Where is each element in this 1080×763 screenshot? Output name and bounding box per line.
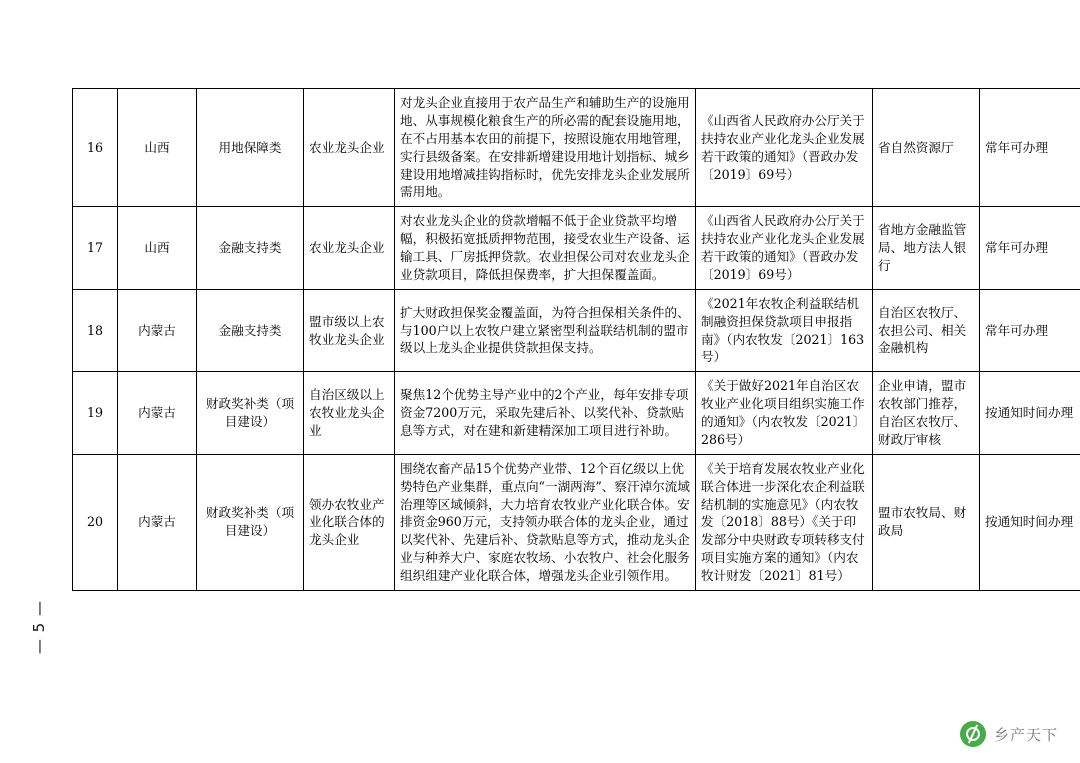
cell-content: 对龙头企业直接用于农产品生产和辅助生产的设施用地、从事规模化粮食生产的所必需的配套设施用地，在不占用基本农田的前提下，按照设施农用地管理，实行县级备案。在安排新增建设用地计划指标、城乡建设用地增减挂钩指标时，优先安排龙头企业发展所需用地。	[395, 89, 696, 207]
cell-num: 18	[73, 289, 118, 372]
cell-province: 内蒙古	[118, 289, 197, 372]
cell-policy: 《关于培育发展农牧业产业化联合体进一步深化农企利益联结机制的实施意见》（内农牧发〔2018〕88号）《关于印发部分中央财政专项转移支付项目实施方案的通知》（内农牧计财发〔2021〕81号）	[696, 454, 873, 590]
cell-content: 聚焦12个优势主导产业中的2个产业，每年安排专项资金7200万元，采取先建后补、以奖代补、贷款贴息等方式，对在建和新建精深加工项目进行补助。	[395, 372, 696, 455]
table-row	[73, 289, 1080, 372]
table-row	[73, 89, 1080, 207]
cell-time: 常年可办理	[980, 207, 1080, 290]
cell-province: 山西	[118, 89, 197, 207]
cell-object: 领办农牧业产业化联合体的龙头企业	[304, 454, 395, 590]
cell-time: 常年可办理	[980, 89, 1080, 207]
cell-dept: 盟市农牧局、财政局	[873, 454, 980, 590]
cell-object: 农业龙头企业	[304, 207, 395, 290]
cell-dept: 企业申请，盟市农牧部门推荐，自治区农牧厅、财政厅审核	[873, 372, 980, 455]
table-row	[73, 207, 1080, 290]
cell-num: 16	[73, 89, 118, 207]
cell-time: 按通知时间办理	[980, 454, 1080, 590]
cell-policy: 《2021年农牧企利益联结机制融资担保贷款项目申报指南》（内农牧发〔2021〕163号）	[696, 289, 873, 372]
cell-dept: 省地方金融监管局、地方法人银行	[873, 207, 980, 290]
cell-num: 19	[73, 372, 118, 455]
cell-policy: 《山西省人民政府办公厅关于扶持农业产业化龙头企业发展若干政策的通知》（晋政办发〔2019〕69号）	[696, 89, 873, 207]
cell-num: 17	[73, 207, 118, 290]
watermark	[960, 721, 1058, 747]
cell-province: 内蒙古	[118, 454, 197, 590]
cell-content: 扩大财政担保奖金覆盖面，为符合担保相关条件的、与100户以上农牧户建立紧密型利益联结机制的盟市级以上龙头企业提供贷款担保支持。	[395, 289, 696, 372]
cell-type: 用地保障类	[197, 89, 304, 207]
cell-policy: 《山西省人民政府办公厅关于扶持农业产业化龙头企业发展若干政策的通知》（晋政办发〔2019〕69号）	[696, 207, 873, 290]
cell-policy: 《关于做好2021年自治区农牧业产业化项目组织实施工作的通知》（内农牧发〔2021〕286号）	[696, 372, 873, 455]
cell-province: 内蒙古	[118, 372, 197, 455]
cell-dept: 自治区农牧厅、农担公司、相关金融机构	[873, 289, 980, 372]
cell-type: 财政奖补类（项目建设）	[197, 372, 304, 455]
cell-province: 山西	[118, 207, 197, 290]
table-row	[73, 372, 1080, 455]
cell-object: 自治区级以上农牧业龙头企业	[304, 372, 395, 455]
cell-num: 20	[73, 454, 118, 590]
cell-type: 财政奖补类（项目建设）	[197, 454, 304, 590]
cell-content: 对农业龙头企业的贷款增幅不低于企业贷款平均增幅，积极拓宽抵质押物范围，接受农业生产设备、运输工具、厂房抵押贷款。农业担保公司对农业龙头企业贷款项目，降低担保费率，扩大担保覆盖面。	[395, 207, 696, 290]
cell-content: 围绕农畜产品15个优势产业带、12个百亿级以上优势特色产业集群，重点向“一湖两海”、察汗淖尔流域治理等区域倾斜，大力培育农牧业产业化联合体。安排资金960万元，支持领办联合体的龙头企业，通过以奖代补、先建后补、贷款贴息等方式，推动龙头企业与种养大户、家庭农牧场、小农牧户、社会化服务组织组建产业化联合体，增强龙头企业引领作用。	[395, 454, 696, 590]
wechat-official-account-icon	[960, 721, 986, 747]
cell-dept: 省自然资源厅	[873, 89, 980, 207]
table-row	[73, 454, 1080, 590]
page-number: — 5 —	[30, 600, 48, 655]
cell-object: 盟市级以上农牧业龙头企业	[304, 289, 395, 372]
cell-time: 常年可办理	[980, 289, 1080, 372]
watermark-label: 乡产天下	[993, 725, 1058, 744]
cell-type: 金融支持类	[197, 289, 304, 372]
cell-object: 农业龙头企业	[304, 89, 395, 207]
cell-type: 金融支持类	[197, 207, 304, 290]
policy-table	[72, 88, 1080, 591]
cell-time: 按通知时间办理	[980, 372, 1080, 455]
